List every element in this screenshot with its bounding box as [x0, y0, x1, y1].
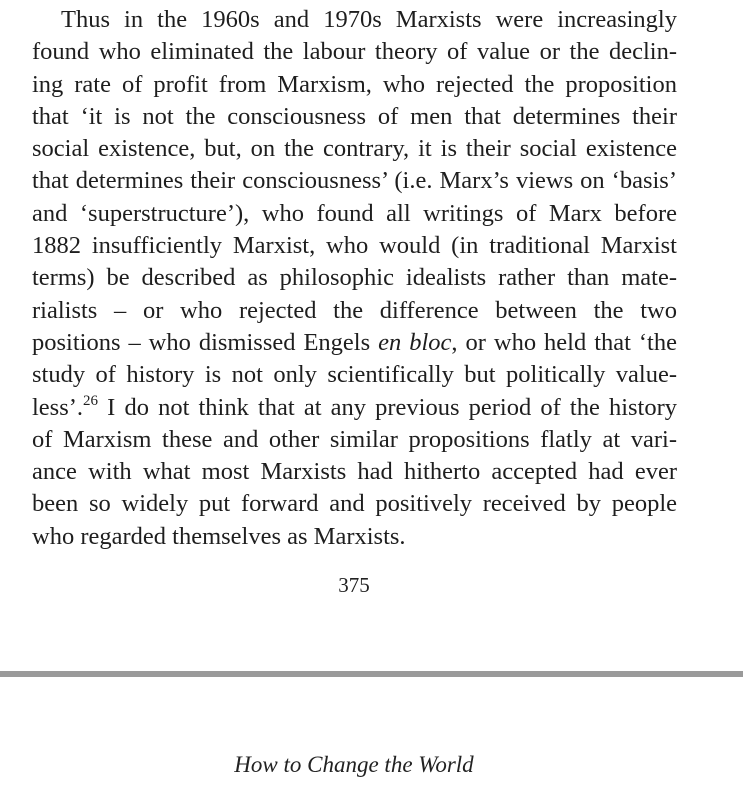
text-line: of Marxism these and other similar propositions flatly at vari- — [32, 425, 677, 453]
text-line: ing rate of profit from Marxism, who rejected the proposition — [32, 70, 677, 98]
text-line: 1882 insufficiently Marxist, who would (in traditional Marxist — [32, 232, 677, 260]
text-line: that ‘it is not the consciousness of men that determines their — [32, 102, 677, 130]
text-line: that determines their consciousness’ (i.e. Marx’s views on ‘basis’ — [32, 167, 677, 195]
text-line: study of history is not only scientifically but politically value- — [32, 361, 677, 389]
text-line: ance with what most Marxists had hitherto accepted had ever — [32, 458, 677, 486]
text-line: rialists – or who rejected the difference between the two — [32, 296, 677, 324]
page-divider — [0, 671, 743, 677]
body-paragraph — [32, 4, 677, 553]
text-segment: I do not think that at any previous period of the history — [98, 393, 677, 421]
text-line: and ‘superstructure’), who found all writings of Marx before — [32, 199, 677, 227]
italic-phrase: en bloc — [378, 328, 452, 356]
text-line: who regarded themselves as Marxists. — [32, 522, 406, 550]
text-line — [32, 327, 677, 359]
text-segment: positions – who dismissed Engels — [32, 328, 379, 356]
text-line: social existence, but, on the contrary, it is their social existence — [32, 135, 677, 163]
text-line: found who eliminated the labour theory of value or the declin- — [32, 38, 677, 66]
text-line: been so widely put forward and positively received by people — [32, 490, 677, 518]
running-header: How to Change the World — [234, 752, 474, 777]
text-segment: , or who held that ‘the — [451, 328, 677, 356]
footnote-marker[interactable]: 26 — [83, 392, 99, 409]
text-segment: less’. — [32, 393, 84, 421]
text-line — [32, 392, 677, 424]
text-line: terms) be described as philosophic idealists rather than mate- — [32, 264, 677, 292]
text-line: Thus in the 1960s and 1970s Marxists were increasingly — [61, 6, 677, 33]
page-number: 375 — [338, 573, 370, 597]
